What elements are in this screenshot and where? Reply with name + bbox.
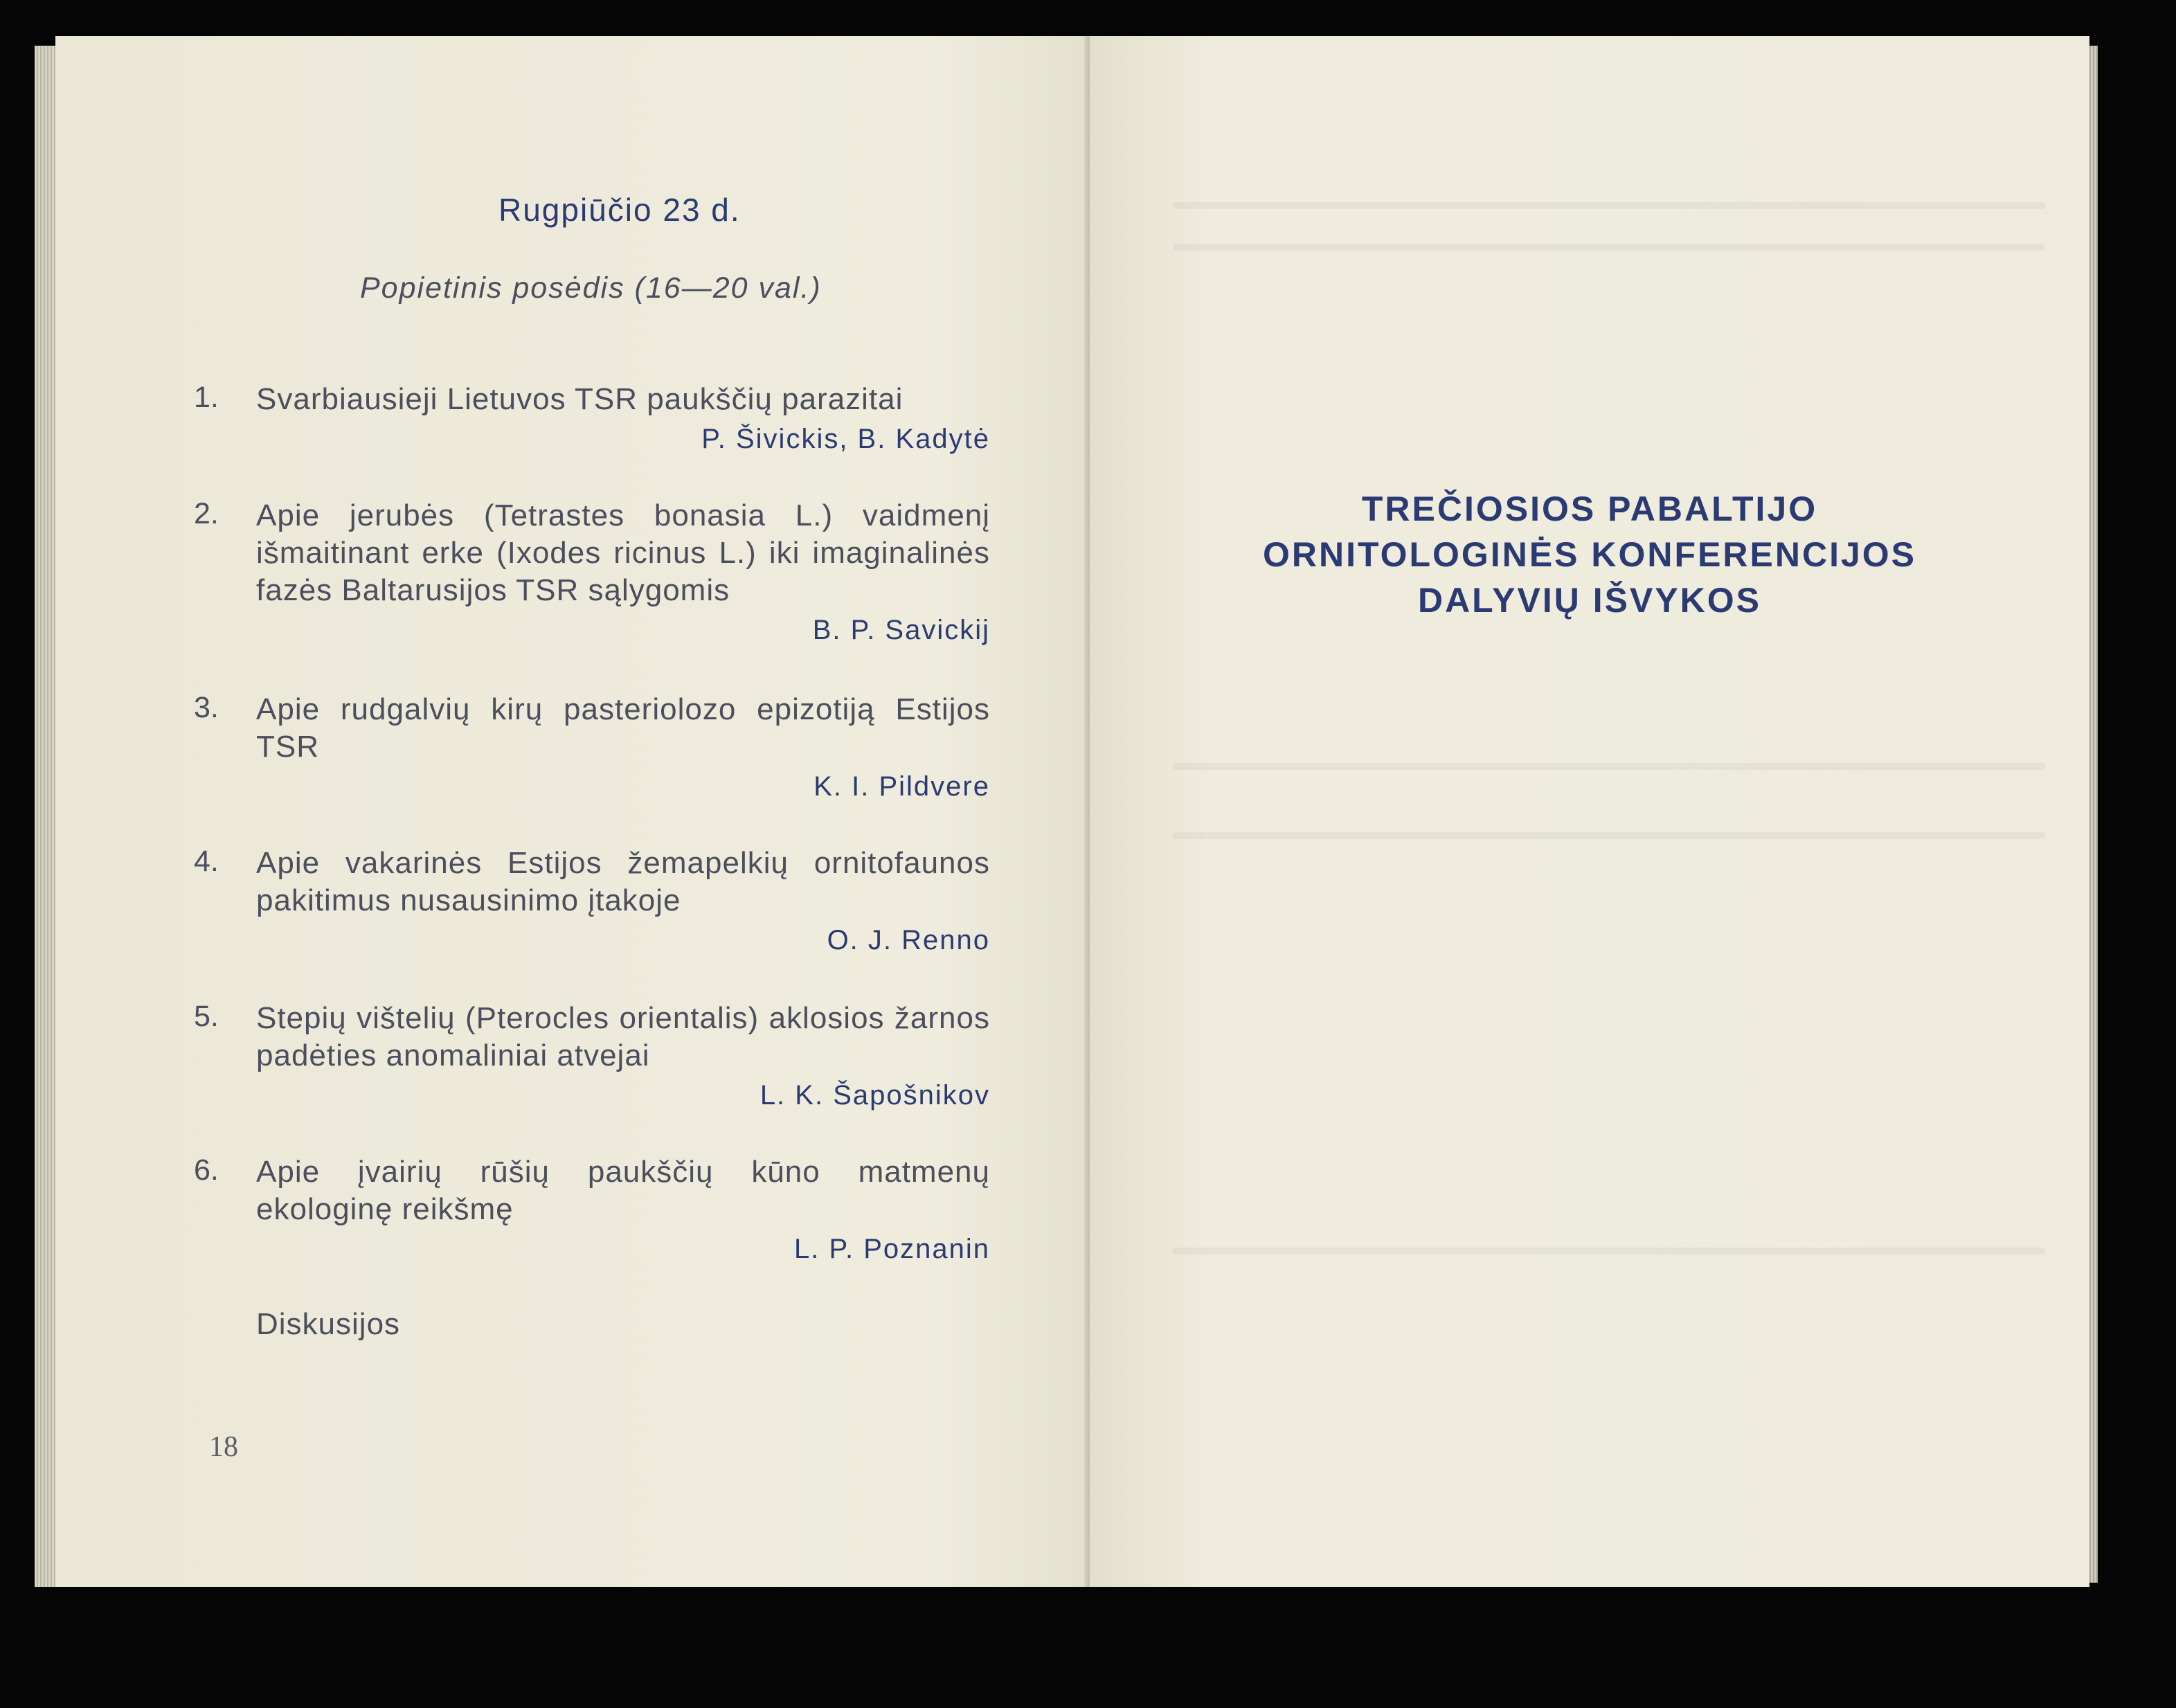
show-through-text bbox=[1173, 832, 2045, 839]
open-booklet bbox=[35, 36, 2098, 1588]
heading-line: ORNITOLOGINĖS KONFERENCIJOS bbox=[1262, 535, 1917, 574]
talk-number: 2. bbox=[194, 497, 219, 530]
talk-item bbox=[194, 1000, 1025, 1111]
talk-title: Apie vakarinės Estijos žemapelkių ornitofaunos pakitimus nusausinimo įtakoje bbox=[256, 846, 990, 917]
left-page bbox=[55, 36, 1090, 1587]
talk-item bbox=[194, 497, 1025, 646]
show-through-text bbox=[1173, 244, 2045, 251]
talk-title: Apie jerubės (Tetrastes bonasia L.) vaidmenį išmaitinant erke (Ixodes ricinus L.) iki imaginalinės fazės Baltarusijos TSR sąlygomis bbox=[256, 498, 990, 607]
talk-item bbox=[194, 845, 1025, 956]
talk-author: O. J. Renno bbox=[827, 925, 990, 955]
talk-author: P. Šivickis, B. Kadytė bbox=[701, 424, 990, 454]
talk-item bbox=[194, 381, 1025, 455]
talk-author: L. K. Šapošnikov bbox=[759, 1080, 990, 1111]
talk-author: L. P. Poznanin bbox=[793, 1234, 990, 1264]
day-title: Rugpiūčio 23 d. bbox=[498, 192, 741, 228]
talk-title: Stepių vištelių (Pterocles orientalis) aklosios žarnos padėties anomaliniai atvejai bbox=[256, 1001, 990, 1072]
talk-number: 4. bbox=[194, 845, 219, 878]
talk-item bbox=[194, 1153, 1025, 1265]
talk-title: Apie rudgalvių kirų pasteriolozo epizotiją Estijos TSR bbox=[256, 692, 990, 764]
talk-number: 6. bbox=[194, 1153, 219, 1187]
show-through-text bbox=[1173, 1248, 2045, 1255]
session-title: Popietinis posėdis (16—20 val.) bbox=[360, 271, 822, 305]
show-through-text bbox=[1173, 763, 2045, 770]
talk-item bbox=[194, 691, 1025, 802]
heading-line: TREČIOSIOS PABALTIJO bbox=[1361, 489, 1818, 528]
excursions-heading bbox=[1090, 486, 2089, 623]
talk-number: 1. bbox=[194, 381, 219, 414]
heading-line: DALYVIŲ IŠVYKOS bbox=[1417, 581, 1762, 620]
discussion-label: Diskusijos bbox=[256, 1307, 401, 1341]
page-number: 18 bbox=[209, 1431, 238, 1463]
show-through-text bbox=[1173, 202, 2045, 209]
talk-author: K. I. Pildvere bbox=[813, 771, 990, 802]
talk-title: Apie įvairių rūšių paukščių kūno matmenų ekologinę reikšmę bbox=[256, 1155, 990, 1226]
talk-number: 3. bbox=[194, 691, 219, 724]
talk-number: 5. bbox=[194, 1000, 219, 1033]
talk-author: B. P. Savickij bbox=[812, 615, 990, 645]
talk-title: Svarbiausieji Lietuvos TSR paukščių parazitai bbox=[256, 382, 903, 416]
right-page bbox=[1090, 36, 2089, 1587]
